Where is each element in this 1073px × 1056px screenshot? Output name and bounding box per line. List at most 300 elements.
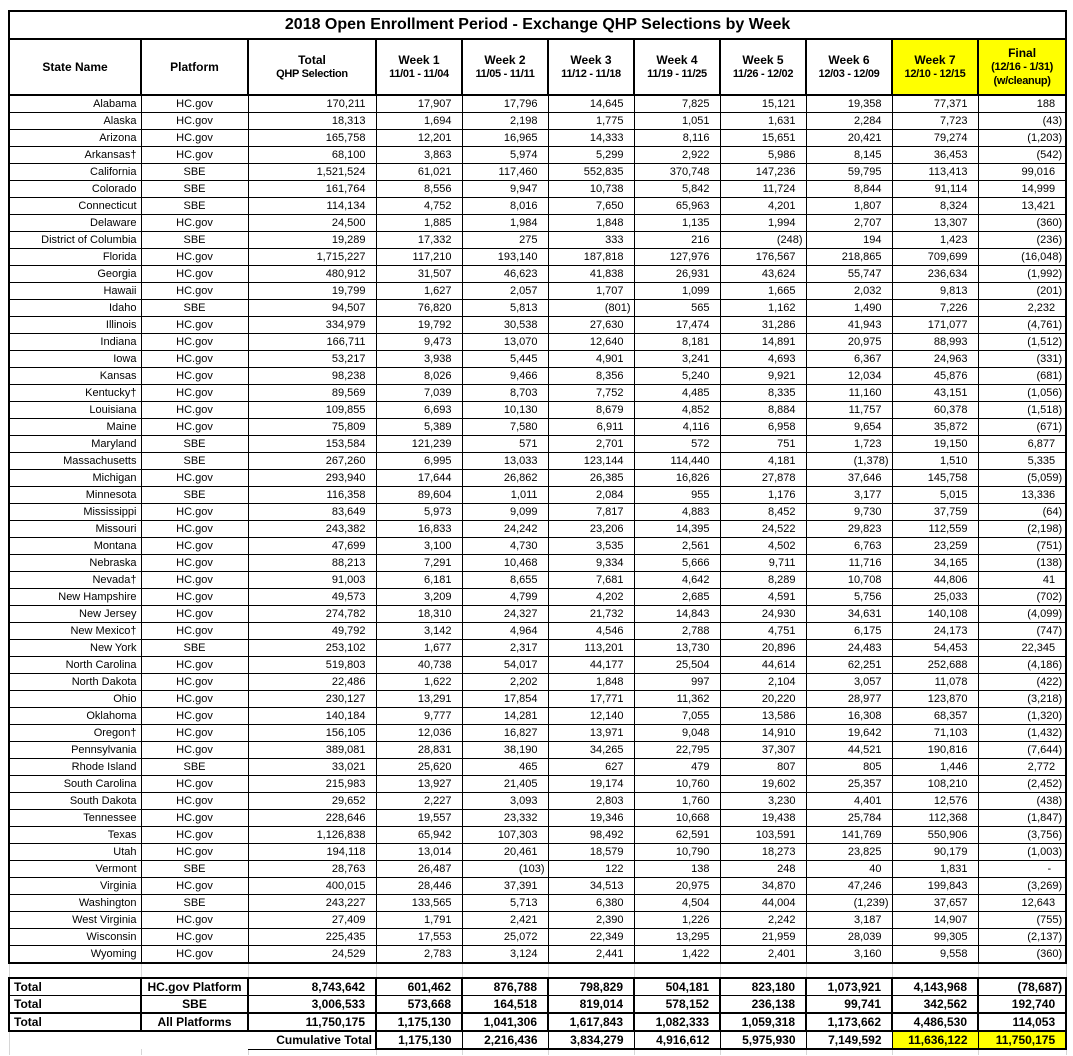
cell-value: 12,034 xyxy=(806,368,892,385)
cell-value: 153,584 xyxy=(248,436,376,453)
cell-value: 15,651 xyxy=(720,130,806,147)
cell-value: (3,756) xyxy=(978,827,1066,844)
cell-value: 12,576 xyxy=(892,793,978,810)
cell-value: 140,108 xyxy=(892,606,978,623)
cell-value: 44,806 xyxy=(892,572,978,589)
cell-value: 141,769 xyxy=(806,827,892,844)
cell-value: 7,291 xyxy=(376,555,462,572)
cell-value: 25,620 xyxy=(376,759,462,776)
cell-state-name: Maine xyxy=(9,419,141,436)
table-row xyxy=(9,402,1066,419)
gap-cell xyxy=(720,963,806,978)
cell-value: 1,677 xyxy=(376,640,462,657)
cell-state-name: Arkansas† xyxy=(9,147,141,164)
cell-value: 5,666 xyxy=(634,555,720,572)
cell-value: 274,782 xyxy=(248,606,376,623)
cell-value: 253,102 xyxy=(248,640,376,657)
cell-value: 3,230 xyxy=(720,793,806,810)
cell-state-name: New Hampshire xyxy=(9,589,141,606)
cell-state-name: Mississippi xyxy=(9,504,141,521)
total-label: Total xyxy=(9,996,141,1014)
cell-state-name: Illinois xyxy=(9,317,141,334)
cell-value: (1,003) xyxy=(978,844,1066,861)
cell-platform: SBE xyxy=(141,198,248,215)
cell-value: 20,975 xyxy=(806,334,892,351)
cell-value: (2,198) xyxy=(978,521,1066,538)
strip-cell xyxy=(376,1049,462,1055)
table-row xyxy=(9,776,1066,793)
column-header-6 xyxy=(548,39,634,95)
cell-value: 15,121 xyxy=(720,95,806,113)
cell-state-name: North Dakota xyxy=(9,674,141,691)
column-header-label: Week 6 xyxy=(828,52,870,67)
cell-value: 28,446 xyxy=(376,878,462,895)
strip-cell xyxy=(248,1049,376,1055)
cell-value: 2,032 xyxy=(806,283,892,300)
cell-value: 1,510 xyxy=(892,453,978,470)
cell-value: 166,711 xyxy=(248,334,376,351)
cell-value: (64) xyxy=(978,504,1066,521)
cell-value: 47,699 xyxy=(248,538,376,555)
cell-state-name: Kentucky† xyxy=(9,385,141,402)
cell-value: 98,238 xyxy=(248,368,376,385)
cell-value: 109,855 xyxy=(248,402,376,419)
total-value: 1,059,318 xyxy=(720,1013,806,1031)
cumulative-value: 5,975,930 xyxy=(720,1031,806,1049)
cell-value: (1,847) xyxy=(978,810,1066,827)
cell-value: 333 xyxy=(548,232,634,249)
table-row xyxy=(9,215,1066,232)
strip-cell xyxy=(9,1049,141,1055)
cell-value: 34,165 xyxy=(892,555,978,572)
cell-value: 12,036 xyxy=(376,725,462,742)
cell-value: 236,634 xyxy=(892,266,978,283)
cell-value: 248 xyxy=(720,861,806,878)
total-platform: All Platforms xyxy=(141,1013,248,1031)
cell-state-name: Connecticut xyxy=(9,198,141,215)
cell-value: 89,569 xyxy=(248,385,376,402)
cell-platform: HC.gov xyxy=(141,385,248,402)
cell-value: (542) xyxy=(978,147,1066,164)
cell-value: 34,631 xyxy=(806,606,892,623)
cell-value: 61,021 xyxy=(376,164,462,181)
cell-value: 16,833 xyxy=(376,521,462,538)
cell-value: 2,803 xyxy=(548,793,634,810)
column-header-label: Platform xyxy=(170,59,219,74)
table-row xyxy=(9,504,1066,521)
cell-value: 7,055 xyxy=(634,708,720,725)
column-header-2 xyxy=(141,39,248,95)
cell-value: 17,644 xyxy=(376,470,462,487)
table-row xyxy=(9,283,1066,300)
cell-value: 5,335 xyxy=(978,453,1066,470)
cell-state-name: Oregon† xyxy=(9,725,141,742)
cell-value: 26,931 xyxy=(634,266,720,283)
cell-state-name: Montana xyxy=(9,538,141,555)
gap-cell xyxy=(141,963,248,978)
cell-value: 479 xyxy=(634,759,720,776)
total-value: 342,562 xyxy=(892,996,978,1014)
cumulative-label: Cumulative Total xyxy=(276,1033,372,1048)
cell-value: 1,631 xyxy=(720,113,806,130)
cell-value: 20,421 xyxy=(806,130,892,147)
cell-value: 9,558 xyxy=(892,946,978,964)
column-header-dates: 12/10 - 12/15 xyxy=(904,67,966,80)
cell-value: (248) xyxy=(720,232,806,249)
cell-value: 2,198 xyxy=(462,113,548,130)
cell-value: 29,652 xyxy=(248,793,376,810)
cell-value: 10,760 xyxy=(634,776,720,793)
cell-state-name: Colorado xyxy=(9,181,141,198)
cell-value: 2,227 xyxy=(376,793,462,810)
cell-value: (2,137) xyxy=(978,929,1066,946)
cell-value: 108,210 xyxy=(892,776,978,793)
cell-value: 3,142 xyxy=(376,623,462,640)
column-header-4 xyxy=(376,39,462,95)
cell-value: 55,747 xyxy=(806,266,892,283)
header-row xyxy=(9,39,1066,95)
table-row xyxy=(9,334,1066,351)
table-row xyxy=(9,300,1066,317)
table-row xyxy=(9,95,1066,113)
cell-state-name: North Carolina xyxy=(9,657,141,674)
cell-value: 54,017 xyxy=(462,657,548,674)
cell-value: 123,144 xyxy=(548,453,634,470)
cell-value: 955 xyxy=(634,487,720,504)
cell-value: 1,760 xyxy=(634,793,720,810)
table-row xyxy=(9,368,1066,385)
cell-value: 8,026 xyxy=(376,368,462,385)
table-row xyxy=(9,946,1066,964)
cell-value: 1,490 xyxy=(806,300,892,317)
cell-value: 12,201 xyxy=(376,130,462,147)
cell-value: 1,226 xyxy=(634,912,720,929)
cell-value: 5,842 xyxy=(634,181,720,198)
cell-value: 9,334 xyxy=(548,555,634,572)
cell-value: 49,573 xyxy=(248,589,376,606)
cell-value: 3,100 xyxy=(376,538,462,555)
cell-state-name: Florida xyxy=(9,249,141,266)
cell-value: 7,580 xyxy=(462,419,548,436)
cumulative-value: 4,916,612 xyxy=(634,1031,720,1049)
cell-value: 77,371 xyxy=(892,95,978,113)
cell-value: 187,818 xyxy=(548,249,634,266)
cell-value: 6,877 xyxy=(978,436,1066,453)
cell-value: 59,795 xyxy=(806,164,892,181)
cell-value: 21,959 xyxy=(720,929,806,946)
cell-value: 4,799 xyxy=(462,589,548,606)
cell-platform: HC.gov xyxy=(141,147,248,164)
cell-value: (4,761) xyxy=(978,317,1066,334)
cell-value: (1,378) xyxy=(806,453,892,470)
cell-platform: SBE xyxy=(141,759,248,776)
cell-value: 10,668 xyxy=(634,810,720,827)
cell-value: 8,116 xyxy=(634,130,720,147)
cumulative-blank xyxy=(9,1031,248,1049)
cell-value: 9,730 xyxy=(806,504,892,521)
title-row xyxy=(9,11,1066,39)
cell-state-name: Vermont xyxy=(9,861,141,878)
cell-value: 1,521,524 xyxy=(248,164,376,181)
cell-state-name: Wyoming xyxy=(9,946,141,964)
cell-value: 35,872 xyxy=(892,419,978,436)
column-header-label: Week 2 xyxy=(484,52,526,67)
cell-value: 25,784 xyxy=(806,810,892,827)
table-row xyxy=(9,419,1066,436)
cell-value: 29,823 xyxy=(806,521,892,538)
cell-platform: SBE xyxy=(141,164,248,181)
cell-platform: SBE xyxy=(141,300,248,317)
cell-value: 31,507 xyxy=(376,266,462,283)
cell-value: (3,269) xyxy=(978,878,1066,895)
cell-value: 114,440 xyxy=(634,453,720,470)
cell-value: 9,099 xyxy=(462,504,548,521)
cell-value: 75,809 xyxy=(248,419,376,436)
cell-value: 13,014 xyxy=(376,844,462,861)
cell-value: 2,401 xyxy=(720,946,806,964)
cell-value: 9,048 xyxy=(634,725,720,742)
table-row xyxy=(9,708,1066,725)
cell-state-name: Oklahoma xyxy=(9,708,141,725)
cell-value: (702) xyxy=(978,589,1066,606)
cell-value: 1,707 xyxy=(548,283,634,300)
cell-value: 27,630 xyxy=(548,317,634,334)
cell-value: 252,688 xyxy=(892,657,978,674)
cell-value: 25,033 xyxy=(892,589,978,606)
cell-state-name: Georgia xyxy=(9,266,141,283)
cell-value: 2,421 xyxy=(462,912,548,929)
column-header-label: Final xyxy=(1008,45,1037,60)
table-row xyxy=(9,640,1066,657)
cell-value: 4,752 xyxy=(376,198,462,215)
cell-value: 14,907 xyxy=(892,912,978,929)
cell-value: 37,759 xyxy=(892,504,978,521)
cell-state-name: Arizona xyxy=(9,130,141,147)
cell-value: 1,665 xyxy=(720,283,806,300)
cell-value: 4,401 xyxy=(806,793,892,810)
cell-value: 49,792 xyxy=(248,623,376,640)
total-label: Total xyxy=(9,1013,141,1031)
cell-value: 8,335 xyxy=(720,385,806,402)
cell-value: 6,175 xyxy=(806,623,892,640)
cell-value: 1,622 xyxy=(376,674,462,691)
cell-value: (1,512) xyxy=(978,334,1066,351)
cell-value: 14,910 xyxy=(720,725,806,742)
cell-state-name: Idaho xyxy=(9,300,141,317)
cell-value: 571 xyxy=(462,436,548,453)
cell-value: 1,831 xyxy=(892,861,978,878)
gap-cell xyxy=(376,963,462,978)
cell-value: 1,099 xyxy=(634,283,720,300)
cell-state-name: South Carolina xyxy=(9,776,141,793)
cell-value: 230,127 xyxy=(248,691,376,708)
cell-value: 400,015 xyxy=(248,878,376,895)
cell-value: 10,738 xyxy=(548,181,634,198)
cell-value: 997 xyxy=(634,674,720,691)
total-value: 504,181 xyxy=(634,978,720,996)
column-header-dates: (w/cleanup) xyxy=(993,74,1051,87)
cell-value: 37,307 xyxy=(720,742,806,759)
cell-value: 751 xyxy=(720,436,806,453)
cell-state-name: California xyxy=(9,164,141,181)
cell-value: 65,963 xyxy=(634,198,720,215)
cell-value: 14,891 xyxy=(720,334,806,351)
cell-value: 2,788 xyxy=(634,623,720,640)
cell-value: 133,565 xyxy=(376,895,462,912)
cell-value: 190,816 xyxy=(892,742,978,759)
cell-state-name: Texas xyxy=(9,827,141,844)
cell-value: 71,103 xyxy=(892,725,978,742)
cell-value: 24,483 xyxy=(806,640,892,657)
cell-value: 68,357 xyxy=(892,708,978,725)
cell-value: 45,876 xyxy=(892,368,978,385)
cell-value: 34,513 xyxy=(548,878,634,895)
cell-value: 91,114 xyxy=(892,181,978,198)
cell-value: 2,441 xyxy=(548,946,634,964)
cell-value: 807 xyxy=(720,759,806,776)
cell-value: 176,567 xyxy=(720,249,806,266)
cell-value: 36,453 xyxy=(892,147,978,164)
cell-value: 3,938 xyxy=(376,351,462,368)
table-row xyxy=(9,657,1066,674)
cell-value: 465 xyxy=(462,759,548,776)
cell-platform: HC.gov xyxy=(141,470,248,487)
cell-value: 1,775 xyxy=(548,113,634,130)
cell-value: 53,217 xyxy=(248,351,376,368)
cell-value: 2,707 xyxy=(806,215,892,232)
cell-value: 46,623 xyxy=(462,266,548,283)
table-row xyxy=(9,725,1066,742)
cell-value: 5,713 xyxy=(462,895,548,912)
table-row xyxy=(9,385,1066,402)
cell-value: 127,976 xyxy=(634,249,720,266)
cell-value: 14,333 xyxy=(548,130,634,147)
cell-value: 1,848 xyxy=(548,215,634,232)
cell-platform: HC.gov xyxy=(141,793,248,810)
cell-value: 9,473 xyxy=(376,334,462,351)
cell-value: 11,078 xyxy=(892,674,978,691)
total-value: 4,486,530 xyxy=(892,1013,978,1031)
cell-value: 113,201 xyxy=(548,640,634,657)
cell-value: 552,835 xyxy=(548,164,634,181)
cell-value: 19,557 xyxy=(376,810,462,827)
column-header-label: Week 7 xyxy=(914,52,956,67)
cell-value: 54,453 xyxy=(892,640,978,657)
cell-value: 37,646 xyxy=(806,470,892,487)
cell-value: 14,395 xyxy=(634,521,720,538)
table-row xyxy=(9,181,1066,198)
total-value: 8,743,642 xyxy=(248,978,376,996)
gap-cell xyxy=(634,963,720,978)
cell-value: 1,135 xyxy=(634,215,720,232)
column-header-dates: 11/01 - 11/04 xyxy=(389,67,449,80)
cell-value: 7,817 xyxy=(548,504,634,521)
cell-value: 99,305 xyxy=(892,929,978,946)
cell-value: 43,624 xyxy=(720,266,806,283)
total-row xyxy=(9,996,1066,1014)
cell-value: 88,213 xyxy=(248,555,376,572)
gap-cell xyxy=(548,963,634,978)
cell-platform: HC.gov xyxy=(141,776,248,793)
cell-value: 9,813 xyxy=(892,283,978,300)
table-row xyxy=(9,487,1066,504)
cell-value: 24,963 xyxy=(892,351,978,368)
gap-cell xyxy=(9,963,141,978)
table-row xyxy=(9,589,1066,606)
column-header-8 xyxy=(720,39,806,95)
cell-value: 17,796 xyxy=(462,95,548,113)
cell-value: 60,378 xyxy=(892,402,978,419)
cell-value: 2,232 xyxy=(978,300,1066,317)
cell-value: 43,151 xyxy=(892,385,978,402)
cell-value: 1,126,838 xyxy=(248,827,376,844)
cell-value: 145,758 xyxy=(892,470,978,487)
cell-value: (103) xyxy=(462,861,548,878)
cell-value: 1,994 xyxy=(720,215,806,232)
cell-value: 24,529 xyxy=(248,946,376,964)
cell-platform: HC.gov xyxy=(141,725,248,742)
column-header-dates: 11/05 - 11/11 xyxy=(475,67,535,80)
cell-value: 161,764 xyxy=(248,181,376,198)
cell-value: 3,863 xyxy=(376,147,462,164)
cell-platform: HC.gov xyxy=(141,572,248,589)
cell-value: 18,310 xyxy=(376,606,462,623)
cell-value: 23,206 xyxy=(548,521,634,538)
cell-value: 90,179 xyxy=(892,844,978,861)
cell-platform: HC.gov xyxy=(141,504,248,521)
cell-value: 41,838 xyxy=(548,266,634,283)
cell-value: 7,681 xyxy=(548,572,634,589)
cell-platform: SBE xyxy=(141,232,248,249)
cell-value: 3,241 xyxy=(634,351,720,368)
cell-value: 2,922 xyxy=(634,147,720,164)
table-row xyxy=(9,147,1066,164)
cell-value: 389,081 xyxy=(248,742,376,759)
cell-value: 26,385 xyxy=(548,470,634,487)
cell-value: 19,174 xyxy=(548,776,634,793)
cell-value: (801) xyxy=(548,300,634,317)
table-row xyxy=(9,317,1066,334)
cell-value: 243,227 xyxy=(248,895,376,912)
cell-value: 25,072 xyxy=(462,929,548,946)
cell-value: 116,358 xyxy=(248,487,376,504)
cell-value: 4,202 xyxy=(548,589,634,606)
cell-value: 8,655 xyxy=(462,572,548,589)
cell-value: 6,380 xyxy=(548,895,634,912)
column-header-label: Week 1 xyxy=(398,52,440,67)
cell-value: (1,239) xyxy=(806,895,892,912)
cell-value: 24,173 xyxy=(892,623,978,640)
cell-value: 627 xyxy=(548,759,634,776)
cell-value: 13,730 xyxy=(634,640,720,657)
table-row xyxy=(9,130,1066,147)
cell-state-name: Nevada† xyxy=(9,572,141,589)
cell-value: 171,077 xyxy=(892,317,978,334)
cell-value: 121,239 xyxy=(376,436,462,453)
cell-value: 4,693 xyxy=(720,351,806,368)
cell-value: 147,236 xyxy=(720,164,806,181)
cell-value: 334,979 xyxy=(248,317,376,334)
cell-value: 9,711 xyxy=(720,555,806,572)
cell-platform: HC.gov xyxy=(141,657,248,674)
cell-platform: HC.gov xyxy=(141,912,248,929)
cell-value: 9,654 xyxy=(806,419,892,436)
table-row xyxy=(9,555,1066,572)
cell-platform: HC.gov xyxy=(141,215,248,232)
total-value: 1,082,333 xyxy=(634,1013,720,1031)
cell-value: 8,181 xyxy=(634,334,720,351)
cell-value: 16,308 xyxy=(806,708,892,725)
